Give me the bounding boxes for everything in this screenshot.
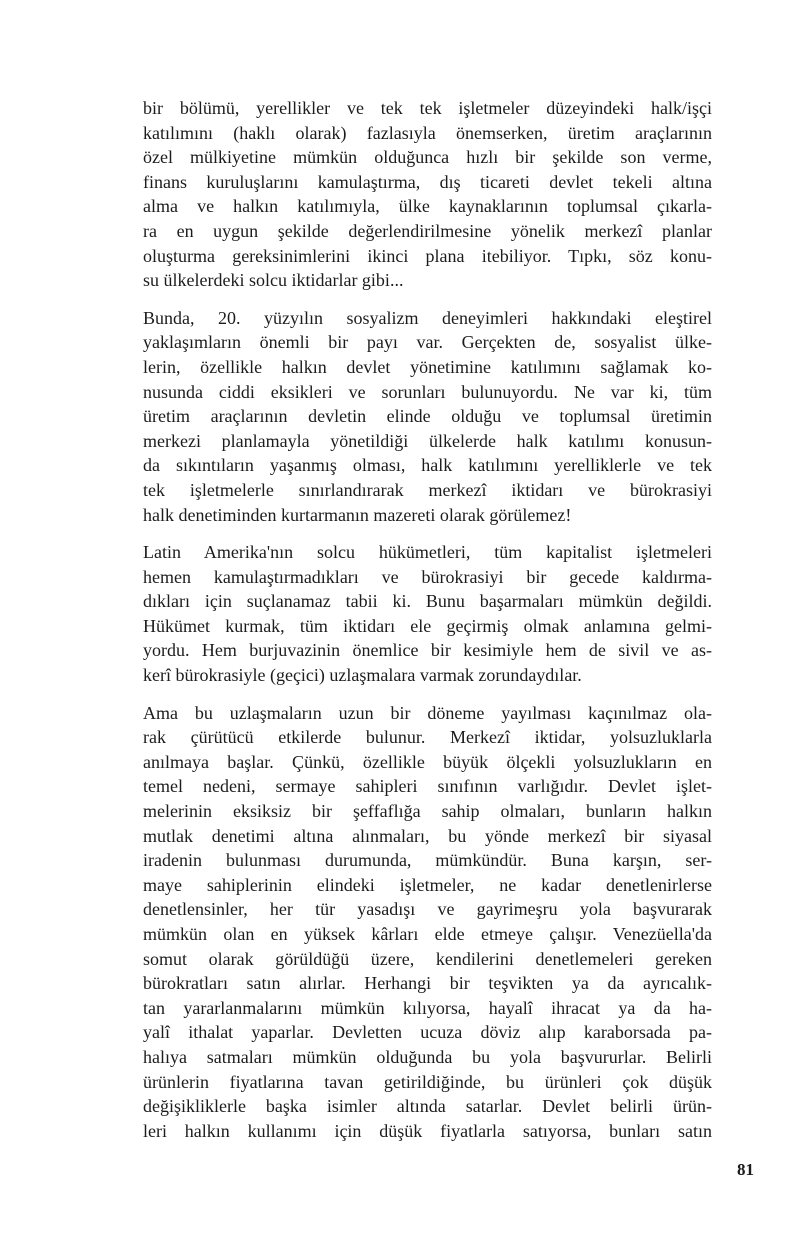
text-line: katılımını (haklı olarak) fazlasıyla önemserken, üretim araçlarının [143,122,712,143]
paragraph [143,306,712,527]
text-line: alma ve halkın katılımıyla, ülke kaynaklarının toplumsal çıkarla- [143,196,712,217]
text-line: mümkün olan en yüksek kârları elde etmeye çalışır. Venezüella'da [143,924,712,944]
text-line: dıkları için suçlanamaz tabii ki. Bunu başarmaları mümkün değildi. [143,591,712,612]
text-line: merkezi planlamayla yönetildiği ülkelerde halk katılımı konusun- [143,430,712,451]
text-line: ürünlerin fiyatlarına tavan getirildiğinde, bu ürünleri çok düşük [143,1071,712,1092]
text-line: melerinin eksiksiz bir şeffaflığa sahip olmaları, bunların halkın [143,801,712,822]
text-line: değişikliklerle başka isimler altında satarlar. Devlet belirli ürün- [143,1096,712,1117]
text-line: yordu. Hem burjuvazinin önemlice bir kesimiyle hem de sivil ve as- [143,640,712,661]
text-line: halıya satmaları mümkün olduğunda bu yola başvururlar. Belirli [143,1046,712,1067]
text-line: tek işletmelerle sınırlandırarak merkezî iktidarı ve bürokrasiyi [143,479,712,500]
text-line: oluşturma gereksinimlerini ikinci plana itebiliyor. Tıpkı, söz konu- [143,245,712,266]
text-line: da sıkıntıların yaşanmış olması, halk katılımını yerelliklerle ve tek [143,455,712,476]
text-line: anılmaya başlar. Çünkü, özellikle büyük ölçekli yolsuzlukların en [143,751,712,772]
paragraph [143,540,712,688]
paragraph [143,701,712,1144]
text-line: kerî bürokrasiyle (geçici) uzlaşmalara varmak zorundaydılar. [143,665,582,686]
text-line: hemen kamulaştırmadıkları ve bürokrasiyi bir gecede kaldırma- [143,566,712,587]
text-line: yaklaşımların önemli bir payı var. Gerçekten de, sosyalist ülke- [143,332,712,353]
text-line: leri halkın kullanımı için düşük fiyatlarla satıyorsa, bunları satın [143,1120,712,1141]
text-line: Hükümet kurmak, tüm iktidarı ele geçirmiş olmak anlamına gelmi- [143,615,712,636]
page-text-block [143,96,712,1156]
text-line: Bunda, 20. yüzyılın sosyalizm deneyimleri hakkındaki eleştirel [143,307,712,328]
text-line: halk denetiminden kurtarmanın mazereti olarak görülemez! [143,504,572,525]
text-line: bir bölümü, yerellikler ve tek tek işletmeler düzeyindeki halk/işçi [143,98,712,118]
text-line: finans kuruluşlarını kamulaştırma, dış ticareti devlet tekeli altına [143,171,712,192]
text-line: bürokratları satın alırlar. Herhangi bir teşvikten ya da ayrıcalık- [143,973,712,994]
text-line: rak çürütücü etkilerde bulunur. Merkezî iktidar, yolsuzluklarla [143,727,712,748]
text-line: su ülkelerdeki solcu iktidarlar gibi... [143,270,404,291]
text-line: lerin, özellikle halkın devlet yönetimine katılımını sağlamak ko- [143,356,712,377]
text-line: denetlensinler, her tür yasadışı ve gayrimeşru yola başvurarak [143,899,712,920]
text-line: ra en uygun şekilde değerlendirilmesine yönelik merkezî planlar [143,220,712,241]
paragraph [143,96,712,293]
text-line: tan yararlanmalarını mümkün kılıyorsa, hayalî ihracat ya da ha- [143,997,712,1018]
text-line: iradenin bulunması durumunda, mümkündür. Buna karşın, ser- [143,850,712,871]
page-number: 81 [737,1160,754,1179]
text-line: mutlak denetimi altına alınmaları, bu yönde merkezî bir siyasal [143,825,712,846]
text-line: özel mülkiyetine mümkün olduğunca hızlı bir şekilde son verme, [143,147,712,168]
text-line: Latin Amerika'nın solcu hükümetleri, tüm kapitalist işletmeleri [143,542,712,563]
text-line: maye sahiplerinin elindeki işletmeler, ne kadar denetlenirlerse [143,874,712,895]
text-line: üretim araçlarının devletin elinde olduğu ve toplumsal üretimin [143,406,712,427]
text-line: Ama bu uzlaşmaların uzun bir döneme yayılması kaçınılmaz ola- [143,702,712,723]
text-line: nusunda ciddi eksikleri ve sorunları bulunuyordu. Ne var ki, tüm [143,381,712,402]
text-line: temel nedeni, sermaye sahipleri sınıfının varlığıdır. Devlet işlet- [143,776,712,797]
text-line: yalî ithalat yaparlar. Devletten ucuza döviz alıp karaborsada pa- [143,1022,712,1043]
text-line: somut olarak görüldüğü üzere, kendilerini denetlemeleri gereken [143,948,712,969]
